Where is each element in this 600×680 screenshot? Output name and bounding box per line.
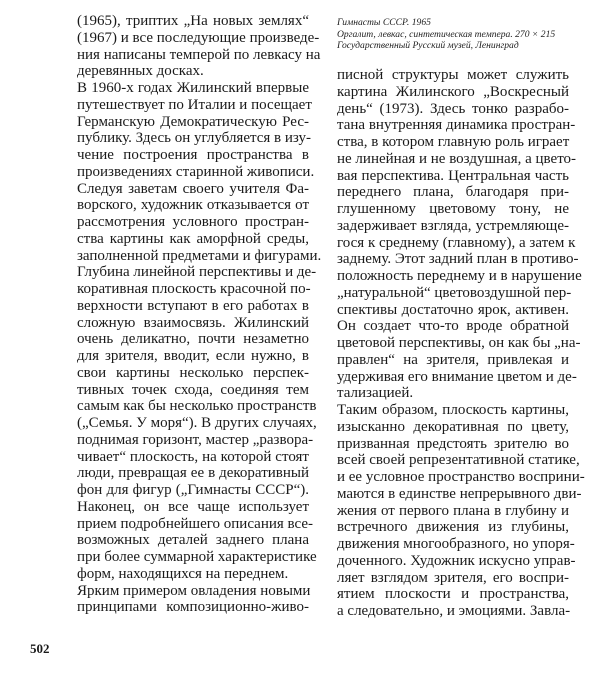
- text-line: „натуральной“ цветовоздушной пер-: [337, 284, 572, 301]
- text-line: произведениях старинной живописи.: [77, 163, 315, 180]
- text-line: ния написаны темперой по левкасу на: [77, 46, 321, 63]
- caption-title: Гимнасты СССР. 1965: [337, 17, 431, 28]
- caption-location: Государственный Русский музей, Ленинград: [337, 40, 519, 51]
- text-line: не линейная и не воздушная, а цвето-: [337, 150, 577, 167]
- text-line: для зрителя, вводит, если нужно, в: [77, 348, 309, 364]
- text-line: изысканно декоративная по цвету,: [337, 418, 569, 435]
- text-line: удерживая его внимание цветом и де-: [337, 368, 577, 385]
- text-line: рассмотрения условного простран-: [77, 214, 309, 230]
- text-line: поднимая горизонт, мастер „развора-: [77, 431, 314, 448]
- text-line: тивных точек схода, соединяя тем: [77, 381, 309, 398]
- text-line: (1965), триптих „На новых землях“: [77, 13, 309, 29]
- text-line: чивает“ плоскость, на которой стоят: [77, 448, 309, 465]
- text-line: тана внутренняя динамика простран-: [337, 117, 576, 134]
- text-line: всей своей репрезентативной статике,: [337, 452, 580, 469]
- text-line: задерживает взгляда, устремляюще-: [337, 217, 569, 234]
- text-line: очень деликатно, почти незаметно: [77, 331, 309, 348]
- text-line: прием подробнейшего описания все-: [77, 515, 314, 532]
- text-line: Германскую Демократическую Рес-: [77, 113, 309, 130]
- text-line: правлен“ на зрителя, привлекая и: [337, 351, 569, 368]
- text-line: форм, находящихся на переднем.: [77, 565, 289, 582]
- text-line: встречного движения из глубины,: [337, 519, 569, 536]
- text-line: фон для фигур („Гимнасты СССР“).: [77, 482, 309, 498]
- paragraph: [77, 583, 309, 617]
- text-line: самым как бы несколько пространств: [77, 398, 317, 415]
- paragraph: [337, 67, 582, 402]
- paragraph: [77, 80, 322, 583]
- text-line: и ее условное пространство восприни-: [337, 469, 585, 485]
- text-line: деревянных досках.: [77, 63, 204, 80]
- text-line: тализацией.: [337, 385, 414, 402]
- text-line: („Семья. У моря“). В других случаях,: [77, 415, 317, 431]
- text-line: возможных деталей заднего плана: [77, 532, 309, 549]
- text-line: (1967) и все последующие произведе-: [77, 29, 320, 46]
- text-line: ляет взглядом зрителя, его воспри-: [337, 569, 569, 586]
- text-line: глушенному цветовому тону, не: [337, 201, 569, 217]
- text-line: движения многообразного, но упоря-: [337, 536, 575, 552]
- text-line: В 1960-х годах Жилинский впервые: [77, 80, 309, 96]
- text-line: маются в единстве непрерывного дви-: [337, 485, 582, 502]
- text-line: гося к среднему (главному), а затем к: [337, 234, 576, 251]
- text-line: верхности вступают в его работах в: [77, 297, 309, 314]
- paragraph: [77, 13, 321, 80]
- text-line: призванная предстоять зрителю во: [337, 435, 569, 452]
- text-line: цветовой перспективы, он как бы „на-: [337, 335, 581, 351]
- text-line: заполненной предметами и фигурами.: [77, 247, 322, 264]
- text-line: Наконец, он все чаще использует: [77, 498, 309, 515]
- text-line: люди, превращая ее в декоративный: [77, 465, 309, 482]
- left-text-column: [77, 13, 322, 616]
- text-line: ства, в котором главную роль играет: [337, 134, 570, 150]
- text-line: путешествует по Италии и посещает: [77, 96, 312, 113]
- text-line: а следовательно, и эмоциями. Завла-: [337, 603, 571, 619]
- paragraph: [337, 402, 585, 620]
- text-line: ятием плоскости и пространства,: [337, 586, 569, 603]
- text-line: положность переднему и в нарушение: [337, 268, 582, 284]
- text-line: ства картины как аморфной среды,: [77, 230, 309, 247]
- text-line: при более суммарной характеристике: [77, 549, 317, 565]
- text-line: Ярким примером овладения новыми: [77, 582, 311, 599]
- text-line: Следуя заветам своего учителя Фа-: [77, 180, 309, 197]
- text-line: ворского, художник отказывается от: [77, 197, 309, 214]
- text-line: доченного. Художник искусно управ-: [337, 552, 576, 569]
- text-line: принципами композиционно-живо-: [77, 599, 309, 616]
- text-line: Глубина линейной перспективы и де-: [77, 264, 317, 281]
- text-line: вая перспектива. Центральная часть: [337, 167, 569, 184]
- text-line: чение построения пространства в: [77, 147, 309, 163]
- text-line: публику. Здесь он углубляется в изу-: [77, 130, 311, 147]
- text-line: день“ (1973). Здесь тонко разрабо-: [337, 100, 569, 117]
- text-line: переднего плана, благодаря при-: [337, 184, 569, 201]
- text-line: Он создает что-то вроде обратной: [337, 318, 569, 335]
- text-line: писной структуры может служить: [337, 67, 569, 83]
- text-line: заднему. Этот задний план в противо-: [337, 251, 579, 268]
- text-line: коративная плоскость красочной по-: [77, 281, 311, 297]
- text-line: спективы достаточно ярок, активен.: [337, 301, 569, 318]
- text-line: сложную взаимосвязь. Жилинский: [77, 314, 309, 331]
- text-line: картина Жилинского „Воскресный: [337, 83, 569, 100]
- illustration-caption: [337, 17, 555, 52]
- text-line: жения от первого плана в глубину и: [337, 502, 569, 519]
- right-text-column: [337, 67, 585, 620]
- text-line: Таким образом, плоскость картины,: [337, 402, 569, 418]
- page-number: 502: [30, 641, 50, 656]
- text-line: свои картины несколько перспек-: [77, 364, 309, 381]
- caption-medium: Оргалит, левкас, синтетическая темпера. 270 × 215: [337, 28, 556, 40]
